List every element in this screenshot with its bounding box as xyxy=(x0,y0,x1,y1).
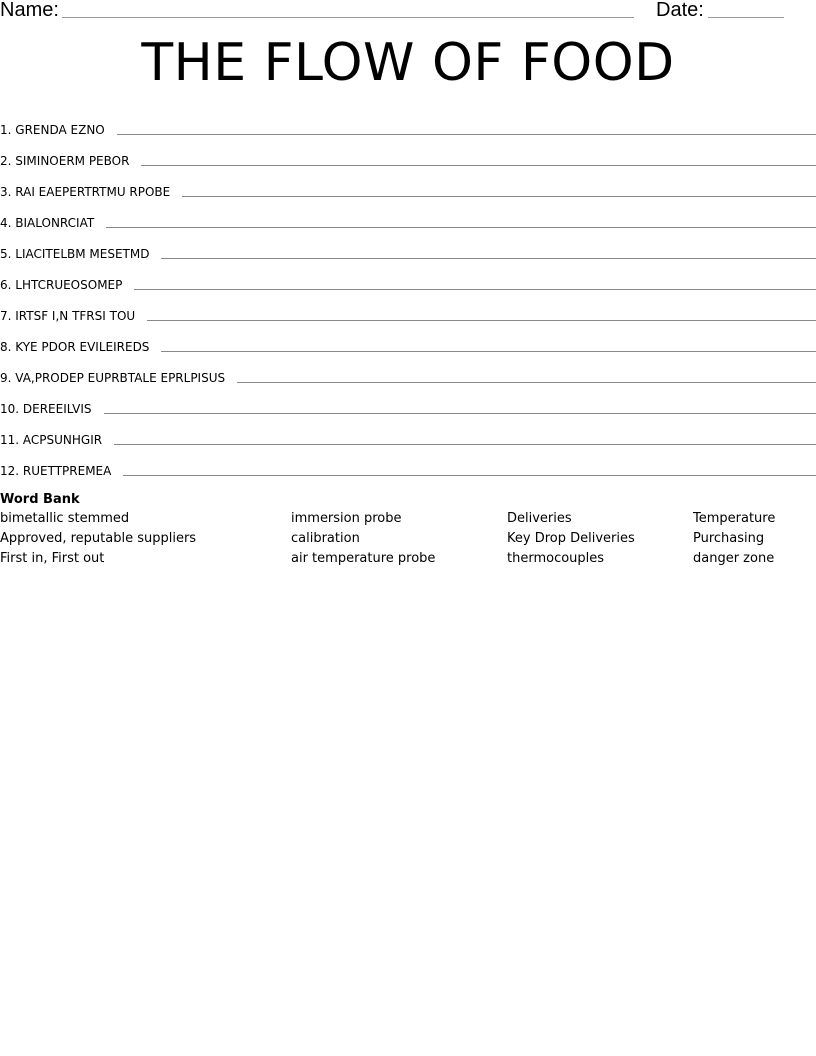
answer-line[interactable] xyxy=(104,412,816,414)
answer-line[interactable] xyxy=(117,133,816,135)
word-bank-item: Temperature xyxy=(693,511,776,526)
page-title: THE FLOW OF FOOD xyxy=(141,33,675,93)
scrambled-word: 4. BIALONRCIAT xyxy=(0,216,95,230)
word-bank-item: Purchasing xyxy=(693,531,765,546)
header-row xyxy=(0,0,816,22)
scrambled-word: 6. LHTCRUEOSOMEP xyxy=(0,278,123,292)
question-row xyxy=(0,141,816,172)
question-list xyxy=(0,110,816,482)
question-row xyxy=(0,420,816,451)
date-label: Date: xyxy=(656,0,704,21)
answer-line[interactable] xyxy=(106,226,816,228)
word-bank-item: Deliveries xyxy=(507,511,572,526)
word-bank-item: danger zone xyxy=(693,551,775,566)
scrambled-word: 11. ACPSUNHGIR xyxy=(0,433,103,447)
scrambled-word: 5. LIACITELBM MESETMD xyxy=(0,247,150,261)
question-row xyxy=(0,327,816,358)
word-bank-item: thermocouples xyxy=(507,551,605,566)
answer-line[interactable] xyxy=(161,257,816,259)
question-row xyxy=(0,451,816,482)
word-bank-item: Key Drop Deliveries xyxy=(507,531,635,546)
question-row xyxy=(0,265,816,296)
answer-line[interactable] xyxy=(114,443,816,445)
answer-line[interactable] xyxy=(123,474,816,476)
name-label: Name: xyxy=(0,0,59,21)
question-row xyxy=(0,358,816,389)
scrambled-word: 12. RUETTPREMEA xyxy=(0,464,112,478)
answer-line[interactable] xyxy=(161,350,816,352)
scrambled-word: 10. DEREEILVIS xyxy=(0,402,92,416)
word-bank-item: Approved, reputable suppliers xyxy=(0,531,197,546)
scrambled-word: 1. GRENDA EZNO xyxy=(0,123,105,137)
question-row xyxy=(0,234,816,265)
word-bank-item: air temperature probe xyxy=(291,551,436,566)
question-row xyxy=(0,296,816,327)
word-bank xyxy=(0,491,816,569)
answer-line[interactable] xyxy=(147,319,816,321)
word-bank-grid xyxy=(0,509,816,569)
answer-line[interactable] xyxy=(141,164,816,166)
scrambled-word: 3. RAI EAEPERTRTMU RPOBE xyxy=(0,185,171,199)
word-bank-item: calibration xyxy=(291,531,360,546)
answer-line[interactable] xyxy=(134,288,816,290)
question-row xyxy=(0,172,816,203)
question-row xyxy=(0,389,816,420)
answer-line[interactable] xyxy=(237,381,816,383)
scrambled-word: 9. VA,PRODEP EUPRBTALE EPRLPISUS xyxy=(0,371,226,385)
scrambled-word: 2. SIMINOERM PEBOR xyxy=(0,154,130,168)
question-row xyxy=(0,203,816,234)
name-answer-line[interactable] xyxy=(62,17,634,18)
date-answer-line[interactable] xyxy=(708,17,784,18)
word-bank-item: immersion probe xyxy=(291,511,402,526)
scrambled-word: 8. KYE PDOR EVILEIREDS xyxy=(0,340,150,354)
question-row xyxy=(0,110,816,141)
word-bank-item: First in, First out xyxy=(0,551,105,566)
word-bank-item: bimetallic stemmed xyxy=(0,511,130,526)
scrambled-word: 7. IRTSF I,N TFRSI TOU xyxy=(0,309,136,323)
answer-line[interactable] xyxy=(182,195,816,197)
word-bank-title: Word Bank xyxy=(0,492,80,507)
